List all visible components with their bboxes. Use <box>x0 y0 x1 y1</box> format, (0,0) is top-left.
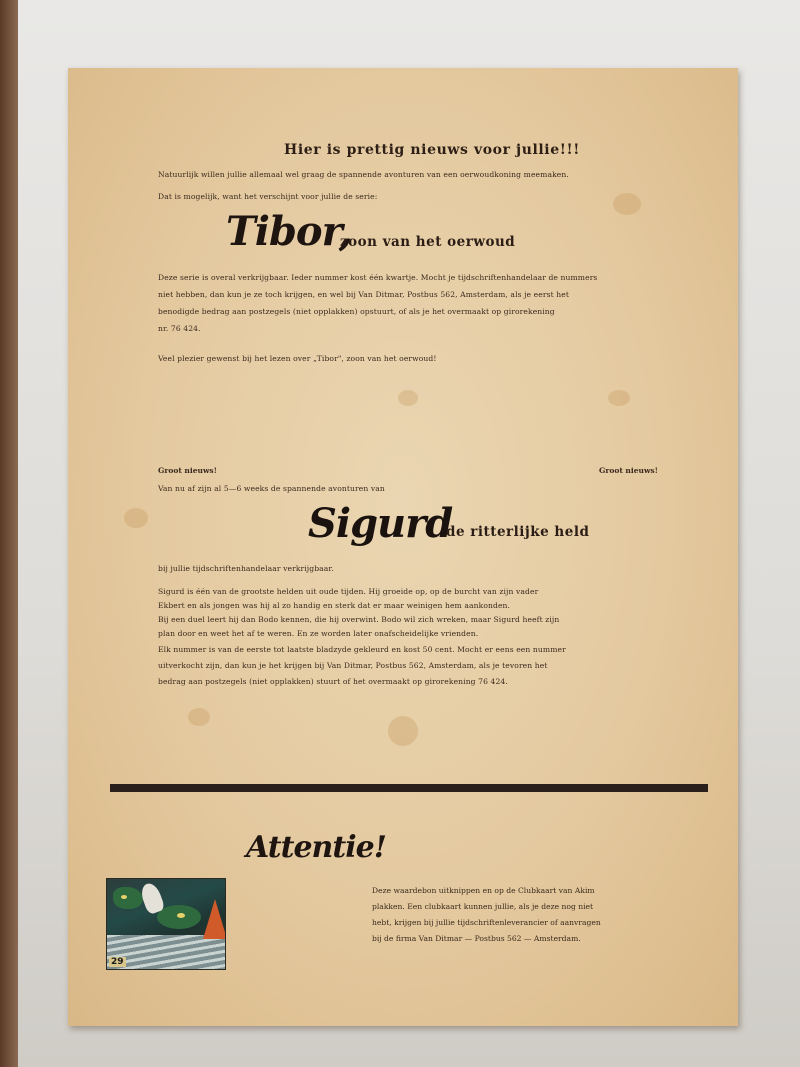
section-divider <box>110 784 708 792</box>
body-line: bedrag aan postzegels (niet opplakken) stuurt of het overmaakt op girorekening 76 424. <box>158 677 508 686</box>
stamp-number: 29 <box>111 957 124 967</box>
background-edge <box>0 0 18 1067</box>
groot-nieuws-left: Groot nieuws! <box>158 466 217 475</box>
intro-line: Natuurlijk willen jullie allemaal wel graag de spannende avonturen van een oerwoudkoning meemaken. <box>158 170 569 179</box>
attentie-text-line: plakken. Een clubkaart kunnen jullie, als je deze nog niet <box>372 902 594 911</box>
eye-illustration <box>121 895 127 899</box>
body-line: benodigde bedrag aan postzegels (niet opplakken) opstuurt, of als je het overmaakt op girorekening <box>158 307 555 316</box>
sigurd-intro: Van nu af zijn al 5—6 weeks de spannende avonturen van <box>158 484 385 493</box>
creature-illustration <box>113 887 143 909</box>
body-line: uitverkocht zijn, dan kun je het krijgen bij Van Ditmar, Postbus 562, Amsterdam, als je tevoren het <box>158 661 548 670</box>
eye-illustration <box>177 913 185 918</box>
body-line: Deze serie is overal verkrijgbaar. Ieder nummer kost één kwartje. Mocht je tijdschriftenhandelaar de nummers <box>158 273 598 282</box>
magazine-page <box>68 68 738 1026</box>
intro-line: Dat is mogelijk, want het verschijnt voor jullie de serie: <box>158 192 378 201</box>
flame-illustration <box>203 899 226 939</box>
stain <box>388 716 418 746</box>
sigurd-logo: Sigurd <box>308 500 453 547</box>
stain <box>398 390 418 406</box>
body-line: plan door en weet het af te weren. En ze worden later onafscheidelijke vrienden. <box>158 629 479 638</box>
closing-line: Veel plezier gewenst bij het lezen over „Tibor", zoon van het oerwoud! <box>158 354 437 363</box>
stain <box>608 390 630 406</box>
stain <box>188 708 210 726</box>
body-line: Bij een duel leert hij dan Bodo kennen, die hij overwint. Bodo wil zich wreken, maar Sigurd heeft zijn <box>158 615 560 624</box>
attentie-text-line: bij de firma Van Ditmar — Postbus 562 — Amsterdam. <box>372 934 581 943</box>
coupon-stamp[interactable] <box>106 878 226 970</box>
attentie-heading: Attentie! <box>246 830 386 865</box>
availability-line: bij jullie tijdschriftenhandelaar verkrijgbaar. <box>158 564 334 573</box>
tibor-logo: Tibor, <box>226 208 352 255</box>
body-line: niet hebben, dan kun je ze toch krijgen, en wel bij Van Ditmar, Postbus 562, Amsterdam, als je eerst het <box>158 290 569 299</box>
groot-nieuws-right: Groot nieuws! <box>599 466 658 475</box>
body-line: Elk nummer is van de eerste tot laatste bladzyde gekleurd en kost 50 cent. Mocht er eens een nummer <box>158 645 566 654</box>
body-line: Ekbert en als jongen was hij al zo handig en sterk dat er maar weinigen hem aankonden. <box>158 601 511 610</box>
body-line: nr. 76 424. <box>158 324 201 333</box>
sigurd-subtitle: de ritterlijke held <box>446 524 590 540</box>
body-line: Sigurd is één van de grootste helden uit oude tijden. Hij groeide op, op de burcht van zijn vader <box>158 587 539 596</box>
stain <box>124 508 148 528</box>
headline: Hier is prettig nieuws voor jullie!!! <box>284 142 580 158</box>
tibor-subtitle: zoon van het oerwoud <box>340 234 516 250</box>
splash-illustration <box>138 881 165 915</box>
attentie-text-line: hebt, krijgen bij jullie tijdschriftenleverancier of aanvragen <box>372 918 601 927</box>
attentie-text-line: Deze waardebon uitknippen en op de Clubkaart van Akim <box>372 886 595 895</box>
